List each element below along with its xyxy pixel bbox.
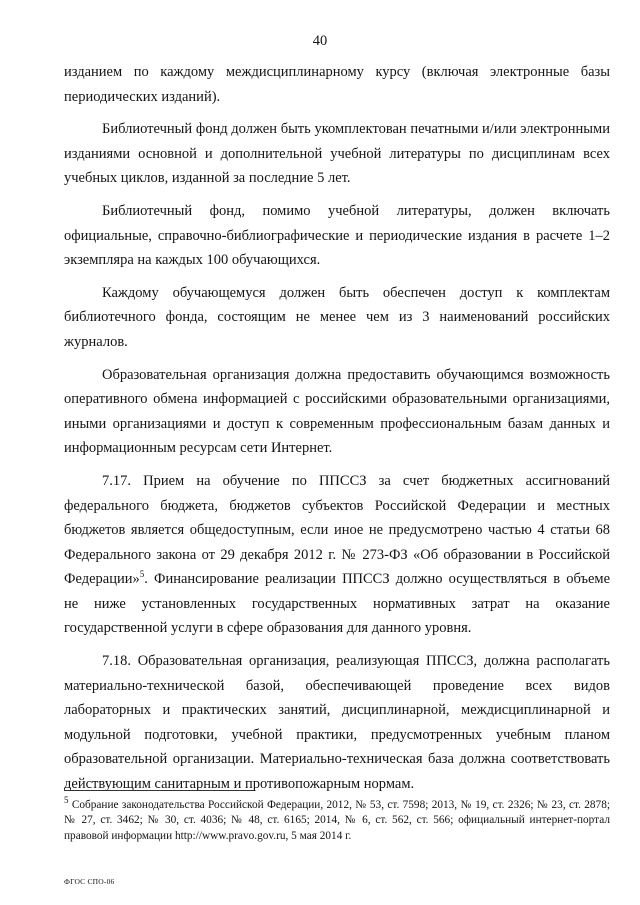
footnote-reference[interactable]: 5 bbox=[139, 569, 145, 580]
section-7-17-text-end: . Финансирование реализации ППССЗ должно осуществляться в объеме не ниже установленных государственных нормативных затрат на оказание государственной услуги в сфере образования для данного уровня. bbox=[64, 571, 610, 637]
section-7-18: 7.18. Образовательная организация, реализующая ППССЗ, должна располагать материально-технической базой, обеспечивающей проведение всех видов лабораторных и практических занятий, дисциплинарной, междисциплинарной и модульной подготовки, учебной практики, предусмотренных учебным планом образовательной организации. Материально-техническая база должна соответствовать действующим санитарным и противопожарным нормам. bbox=[64, 653, 610, 793]
paragraph-library-fund: Библиотечный фонд должен быть укомплектован печатными и/или электронными изданиями основной и дополнительной учебной литературы по дисциплинам всех учебных циклов, изданной за последние 5 лет. bbox=[64, 121, 610, 187]
paragraph-continuation: изданием по каждому междисциплинарному курсу (включая электронные базы периодических изданий). bbox=[64, 64, 610, 105]
paragraph-information-exchange: Образовательная организация должна предоставить обучающимся возможность оперативного обмена информацией с российскими образовательными организациями, иными организациями и доступ к современным профессиональным базам данных и информационным ресурсам сети Интернет. bbox=[64, 366, 610, 457]
section-7-17 bbox=[64, 469, 610, 641]
page-number: 40 bbox=[312, 33, 328, 49]
footnote bbox=[64, 795, 610, 844]
paragraph-library-fund-periodicals: Библиотечный фонд, помимо учебной литературы, должен включать официальные, справочно-библиографические и периодические издания в расчете 1–2 экземпляра на каждых 100 обучающихся. bbox=[64, 202, 610, 269]
footer-document-code: ФГОС СПО-06 bbox=[64, 877, 115, 886]
section-7-17-text-start: 7.17. Прием на обучение по ППССЗ за счет бюджетных ассигнований федерального бюджета, бюджетов субъектов Российской Федерации и местных бюджетов является общедоступным, если иное не предусмотрено частью 4 статьи 68 Федерального закона от 29 декабря 2012 г. № 273-ФЗ «Об образовании в Российской Федерации» bbox=[64, 472, 610, 588]
footnote-text: Собрание законодательства Российской Федерации, 2012, № 53, ст. 7598; 2013, № 19, ст. 2326; № 23, ст. 2878; № 27, ст. 3462; № 30, ст. 4036; № 48, ст. 6165; 2014, № 6, ст. 562, ст. 566; официальный интернет-портал правовой информации http://www.pravo.gov.ru, 5 мая 2014 г. bbox=[64, 799, 610, 842]
paragraph-journal-access: Каждому обучающемуся должен быть обеспечен доступ к комплектам библиотечного фонда, состоящим не менее чем из 3 наименований российских журналов. bbox=[64, 284, 610, 350]
footnote-divider bbox=[64, 790, 254, 791]
document-body bbox=[64, 60, 610, 805]
footnote-number: 5 bbox=[64, 795, 69, 806]
